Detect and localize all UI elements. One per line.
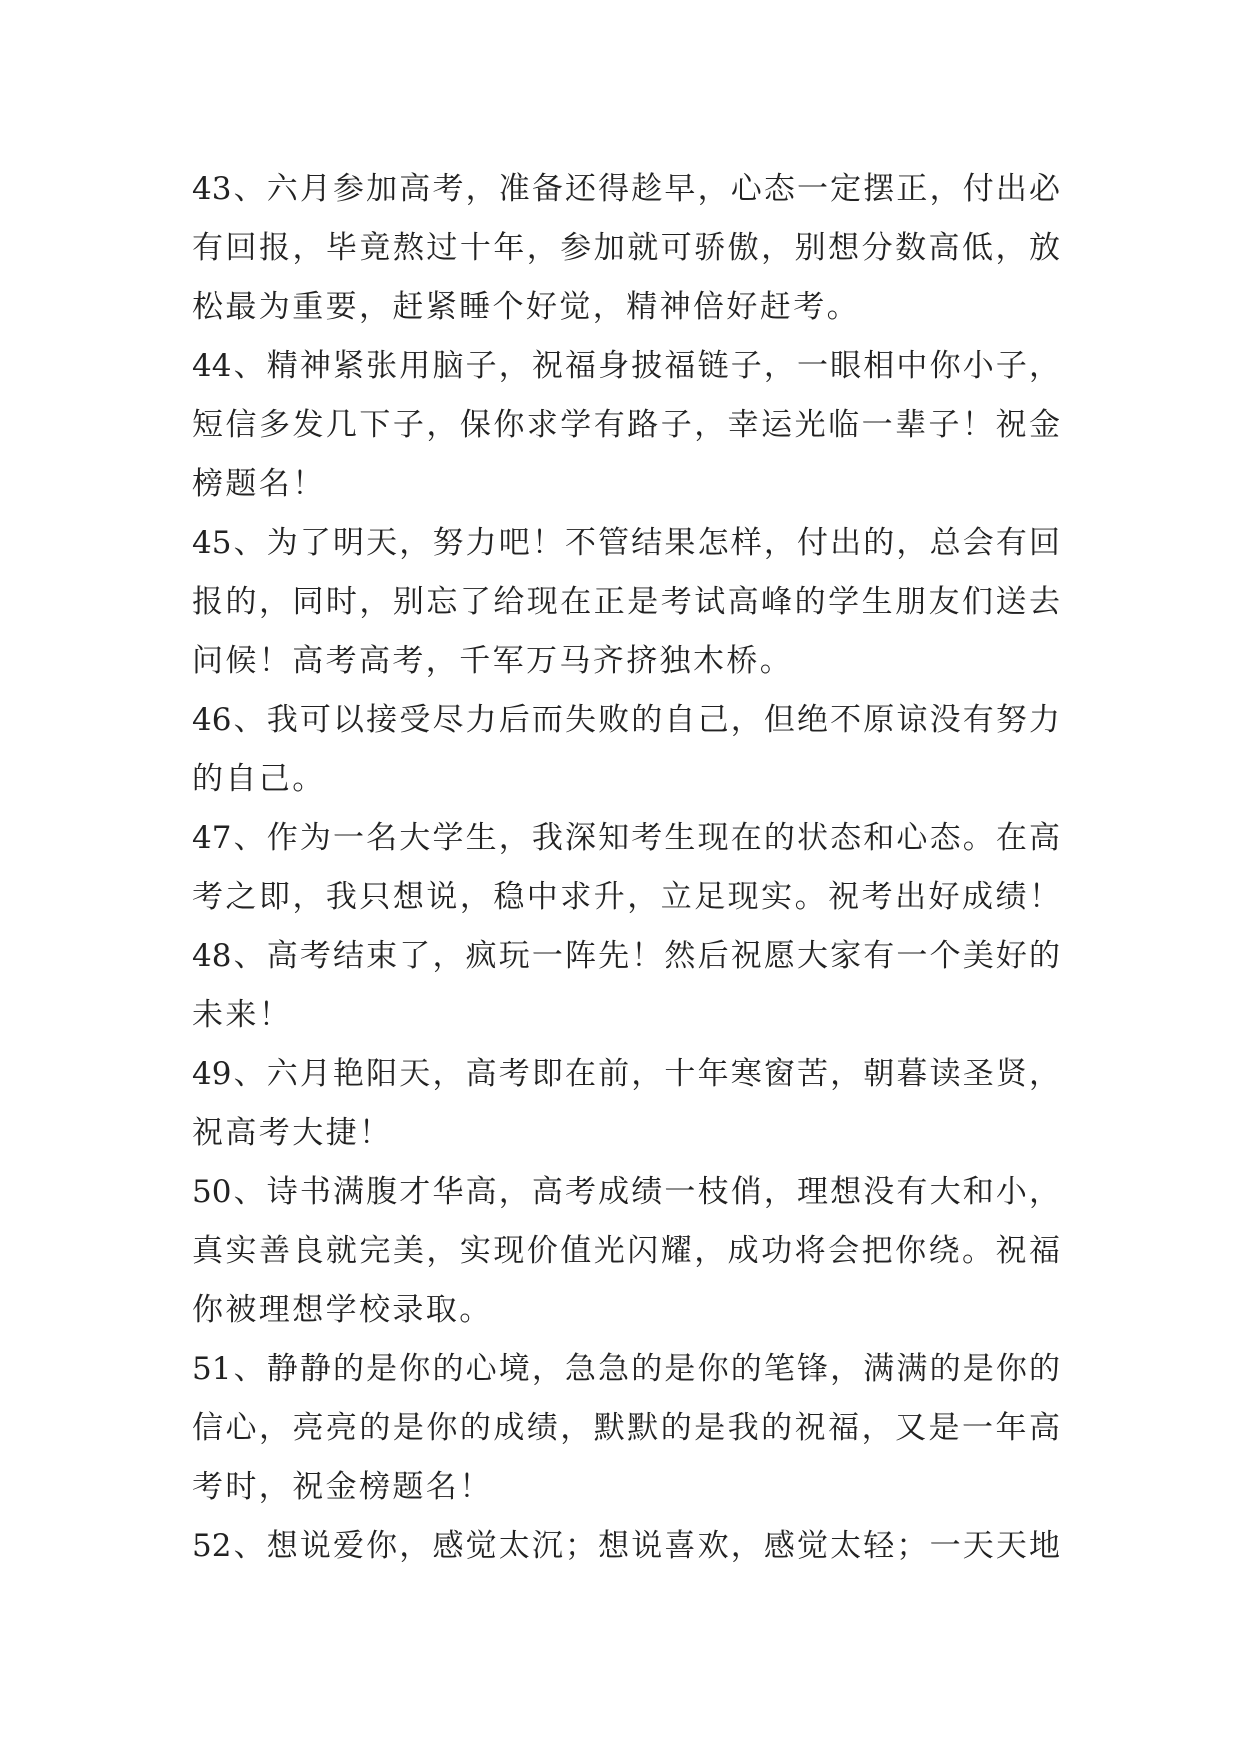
text-line: 47、作为一名大学生，我深知考生现在的状态和心态。在高 [192, 820, 1060, 856]
document-body [192, 160, 1060, 1576]
text-line: 46、我可以接受尽力后而失败的自己，但绝不原谅没有努力 [192, 702, 1060, 738]
paragraph-44 [192, 337, 1060, 514]
paragraph-45 [192, 514, 1060, 691]
text-line: 49、六月艳阳天，高考即在前，十年寒窗苦，朝暮读圣贤， [192, 1056, 1060, 1092]
text-line: 祝高考大捷！ [192, 1115, 393, 1151]
paragraph-46 [192, 691, 1060, 809]
paragraph-51 [192, 1340, 1060, 1517]
text-line: 信心，亮亮的是你的成绩，默默的是我的祝福，又是一年高 [192, 1410, 1060, 1446]
text-line: 51、静静的是你的心境，急急的是你的笔锋，满满的是你的 [192, 1351, 1060, 1387]
text-line: 报的，同时，别忘了给现在正是考试高峰的学生朋友们送去 [192, 584, 1060, 620]
text-line: 松最为重要，赶紧睡个好觉，精神倍好赶考。 [192, 289, 860, 325]
paragraph-52 [192, 1517, 1060, 1576]
text-line: 的自己。 [192, 761, 326, 797]
text-line: 你被理想学校录取。 [192, 1292, 493, 1328]
text-line: 43、六月参加高考，准备还得趁早，心态一定摆正，付出必 [192, 171, 1060, 207]
paragraph-50 [192, 1163, 1060, 1340]
text-line: 45、为了明天，努力吧！不管结果怎样，付出的，总会有回 [192, 525, 1060, 561]
paragraph-47 [192, 809, 1060, 927]
text-line: 考之即，我只想说，稳中求升，立足现实。祝考出好成绩！ [192, 879, 1060, 915]
text-line: 48、高考结束了，疯玩一阵先！然后祝愿大家有一个美好的 [192, 938, 1060, 974]
text-line: 榜题名！ [192, 466, 326, 502]
text-line: 44、精神紧张用脑子，祝福身披福链子，一眼相中你小子， [192, 348, 1060, 384]
paragraph-49 [192, 1045, 1060, 1163]
text-line: 问候！高考高考，千军万马齐挤独木桥。 [192, 643, 794, 679]
paragraph-43 [192, 160, 1060, 337]
text-line: 考时，祝金榜题名！ [192, 1469, 493, 1505]
text-line: 真实善良就完美，实现价值光闪耀，成功将会把你绕。祝福 [192, 1233, 1060, 1269]
text-line: 50、诗书满腹才华高，高考成绩一枝俏，理想没有大和小， [192, 1174, 1060, 1210]
text-line: 短信多发几下子，保你求学有路子，幸运光临一辈子！祝金 [192, 407, 1060, 443]
text-line: 未来！ [192, 997, 293, 1033]
text-line: 52、想说爱你，感觉太沉；想说喜欢，感觉太轻；一天天地 [192, 1528, 1060, 1564]
paragraph-48 [192, 927, 1060, 1045]
text-line: 有回报，毕竟熬过十年，参加就可骄傲，别想分数高低，放 [192, 230, 1060, 266]
